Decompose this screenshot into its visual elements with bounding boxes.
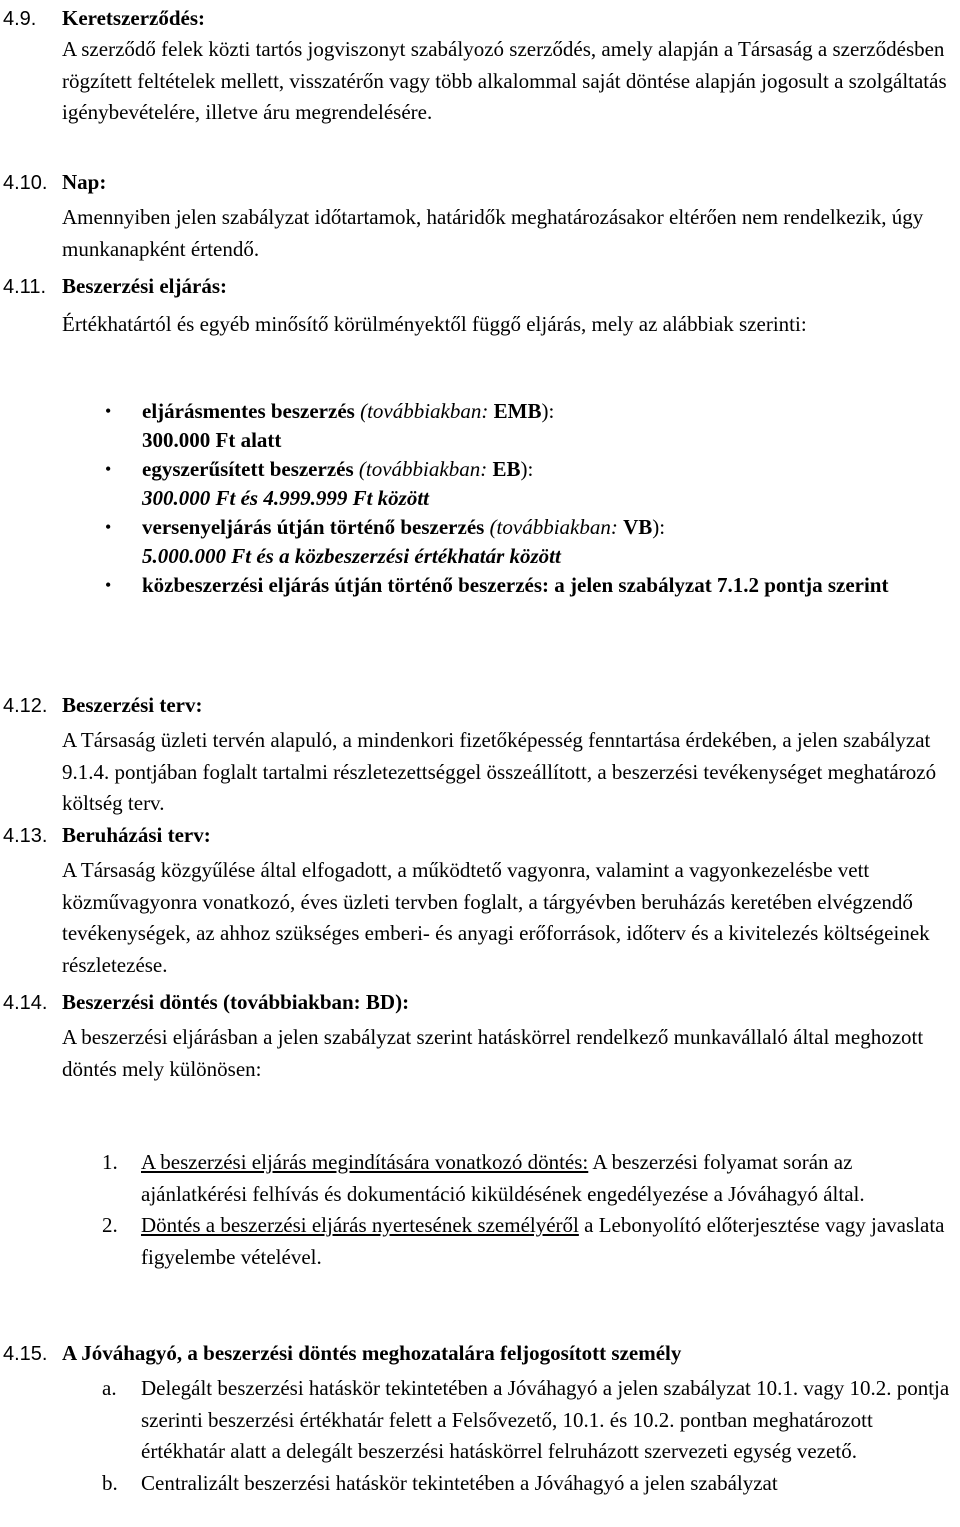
item-abbr: VB <box>623 515 653 539</box>
item-text: Delegált beszerzési hatáskör tekintetében a Jóváhagyó a jelen szabályzat 10.1. vagy 10.2. pontja szerinti beszerzési értékhatár felett a Felsővezető, 10.1. és 10.2. pontban meghatározott értékhatár alatt a delegált beszerzési hatáskörrel felruházott szervezeti egység vezető. <box>141 1376 950 1463</box>
list-item <box>100 397 940 455</box>
item-abbr: EB <box>492 457 521 481</box>
section-title: Nap: <box>62 170 107 194</box>
section-body: Értékhatártól és egyéb minősítő körülményektől függő eljárás, mely az alábbiak szerinti: <box>62 312 807 336</box>
section-heading <box>3 2 957 34</box>
section-body: A Társaság üzleti tervén alapuló, a mindenkori fizetőképesség fenntartása érdekében, a jelen szabályzat 9.1.4. pontjában foglalt tartalmi részletezettséggel összeállított, a beszerzési tevékenységet meghatározó költség terv. <box>62 728 937 815</box>
section-heading <box>3 689 957 721</box>
item-text: a Lebonyolító előterjesztése vagy javaslata figyelembe vételével. <box>141 1213 945 1269</box>
list-item <box>102 1373 960 1468</box>
section-heading <box>3 166 957 198</box>
approver-list <box>102 1373 960 1499</box>
section-title: Beszerzési terv: <box>62 693 203 717</box>
section-heading <box>3 270 957 302</box>
section-number: 4.12. <box>3 695 48 717</box>
item-note: (továbbiakban: <box>489 515 618 539</box>
item-note: (továbbiakban: <box>358 457 488 481</box>
list-item <box>102 1147 960 1210</box>
section-body: A beszerzési eljárásban a jelen szabályzat szerint hatáskörrel rendelkező munkavállaló által meghozott döntés mely különösen: <box>62 1025 924 1081</box>
section-4-12 <box>3 689 957 820</box>
section-4-11 <box>3 270 957 341</box>
item-range: 300.000 Ft és 4.999.999 Ft között <box>142 486 430 510</box>
section-4-14 <box>3 986 957 1085</box>
item-text: Centralizált beszerzési hatáskör tekintetében a Jóváhagyó a jelen szabályzat <box>141 1470 778 1495</box>
list-item <box>100 571 940 600</box>
item-abbr: EMB <box>493 399 542 423</box>
item-marker: b. <box>102 1470 118 1495</box>
item-heading: A beszerzési eljárás megindítására vonatkozó döntés: <box>141 1150 589 1174</box>
section-number: 4.9. <box>3 8 37 30</box>
section-number: 4.11. <box>3 276 46 298</box>
section-number: 4.14. <box>3 992 48 1014</box>
section-number: 4.10. <box>3 172 48 194</box>
list-item <box>100 455 940 513</box>
section-heading <box>3 986 957 1018</box>
section-title: Keretszerződés: <box>62 6 206 30</box>
section-heading <box>3 819 957 851</box>
section-heading <box>3 1337 957 1369</box>
section-title: A Jóváhagyó, a beszerzési döntés meghozatalára feljogosított személy <box>62 1341 682 1365</box>
decision-list <box>102 1147 960 1273</box>
section-body: A Társaság közgyűlése által elfogadott, a működtető vagyonra, valamint a vagyonkezelésbe vett közművagyonra vonatkozó, éves üzleti tervben foglalt, a tárgyévben beruházás keretében elvégzendő tevékenységek, az ahhoz szükséges emberi- és anyagi erőforrások, időterv és a kivitelezés költségeinek részletezése. <box>62 858 930 977</box>
section-4-10 <box>3 166 957 265</box>
item-marker: 2. <box>102 1213 118 1237</box>
section-4-15 <box>3 1337 957 1369</box>
list-item <box>100 513 940 571</box>
list-item <box>102 1210 960 1273</box>
procedure-type-list <box>100 397 940 600</box>
item-marker: 1. <box>102 1150 118 1174</box>
section-body: Amennyiben jelen szabályzat időtartamok, határidők meghatározásakor eltérően nem rendelkezik, úgy munkanapként értendő. <box>62 205 924 261</box>
item-punct: ): <box>652 515 666 539</box>
section-body: A szerződő felek közti tartós jogviszonyt szabályozó szerződés, amely alapján a Társaság a szerződésben rögzített feltételek mellett, visszatérőn vagy több alkalommal saját döntése alapján jogosult a szolgáltatás igénybevételére, illetve áru megrendelésére. <box>62 37 947 124</box>
item-punct: ): <box>541 399 555 423</box>
section-number: 4.13. <box>3 825 48 847</box>
item-punct: ): <box>520 457 534 481</box>
item-term: közbeszerzési eljárás útján történő beszerzés: a jelen szabályzat 7.1.2 pontja szerint <box>142 573 889 597</box>
item-heading: Döntés a beszerzési eljárás nyertesének személyéről <box>141 1213 579 1237</box>
section-number: 4.15. <box>3 1343 48 1365</box>
section-4-13 <box>3 819 957 981</box>
item-range: 300.000 Ft alatt <box>142 428 282 452</box>
item-term: egyszerűsített beszerzés <box>142 457 354 481</box>
item-range: 5.000.000 Ft és a közbeszerzési értékhatár között <box>142 544 561 568</box>
item-text: A beszerzési folyamat során az ajánlatkérési felhívás és dokumentáció kiküldésének engedélyezése a Jóváhagyó által. <box>141 1150 865 1206</box>
section-title: Beszerzési eljárás: <box>62 274 227 298</box>
item-term: eljárásmentes beszerzés <box>142 399 355 423</box>
list-item <box>102 1468 960 1500</box>
item-note: (továbbiakban: <box>360 399 489 423</box>
section-4-9 <box>3 2 957 129</box>
item-term: versenyeljárás útján történő beszerzés <box>142 515 485 539</box>
item-marker: a. <box>102 1376 117 1400</box>
section-title: Beruházási terv: <box>62 823 211 847</box>
section-title: Beszerzési döntés (továbbiakban: BD): <box>62 990 410 1014</box>
